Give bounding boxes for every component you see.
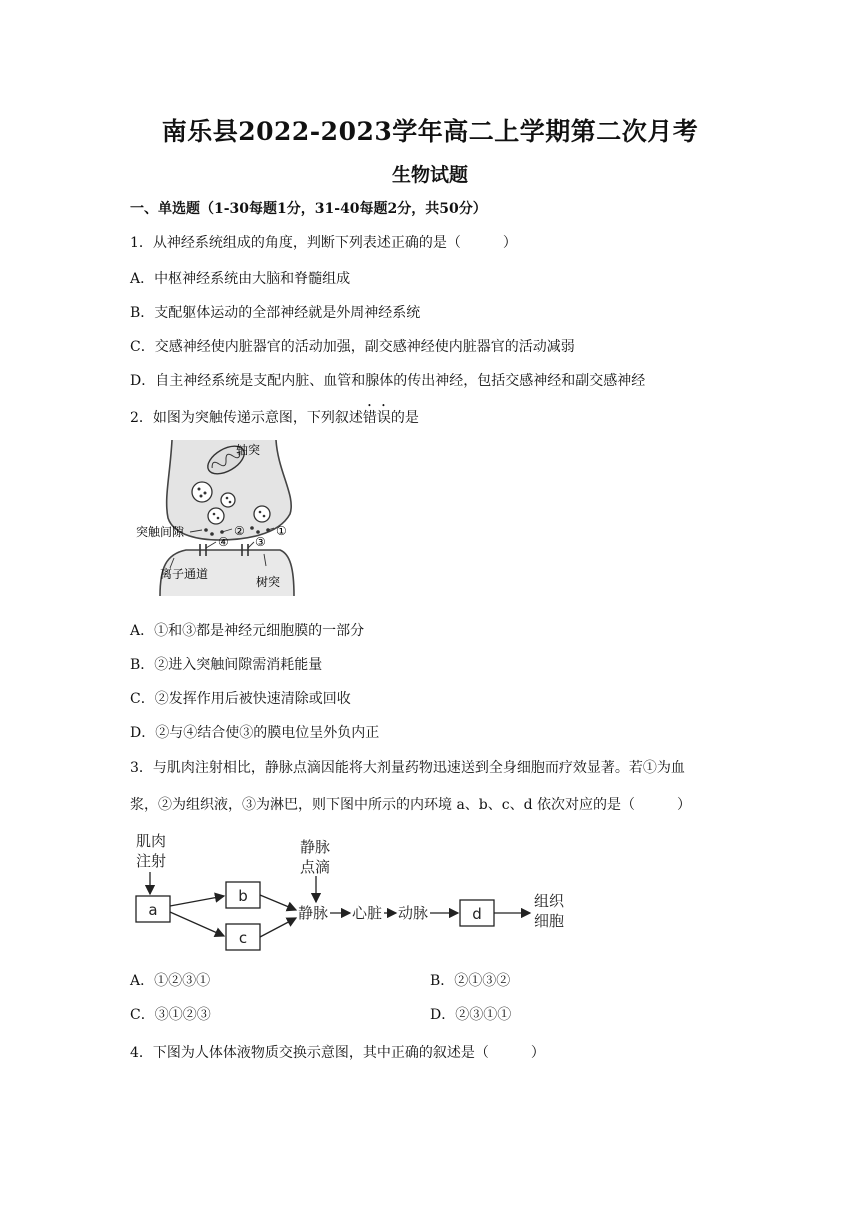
label-ion-channel: 离子通道 [160,567,209,581]
question-1-stem: 1．从神经系统组成的角度，判断下列表述正确的是（ ） [130,235,517,251]
label-tissue-2: 细胞 [534,912,565,930]
box-b-label: b [238,887,248,905]
section-heading: 一、单选题（1-30每题1分，31-40每题2分，共50分） [130,201,487,217]
question-1-option-a: A．中枢神经系统由大脑和脊髓组成 [130,271,351,287]
label-dendrite: 树突 [256,575,281,589]
label-iv-1: 静脉 [300,838,331,856]
question-2-option-d: D．②与④结合使③的膜电位呈外负内正 [130,725,380,741]
label-4: ④ [218,535,229,549]
box-d-label: d [472,905,482,923]
question-2-stem-post: 的是 [390,410,419,426]
question-2-stem-emphasis: 错误 [362,410,391,426]
question-2-option-c: C．②发挥作用后被快速清除或回收 [130,691,351,707]
question-1-option-d: D．自主神经系统是支配内脏、血管和腺体的传出神经，包括交感神经和副交感神经 [130,373,646,389]
question-3-option-d: D．②③①① [430,1007,512,1023]
exam-title: 南乐县2022-2023学年高二上学期第二次月考 [161,117,699,146]
question-3-option-a: A．①②③① [130,973,211,989]
box-c-label: c [238,929,248,947]
question-4-stem: 4．下图为人体体液物质交换示意图，其中正确的叙述是（ ） [130,1045,545,1061]
drug-pathway-diagram [130,828,580,958]
question-1-option-c: C．交感神经使内脏器官的活动加强，副交感神经使内脏器官的活动减弱 [130,339,575,355]
label-tissue-1: 组织 [534,892,565,910]
question-2-option-a: A．①和③都是神经元细胞膜的一部分 [130,623,365,639]
label-cleft: 突触间隙 [136,525,185,539]
label-2: ② [234,524,245,538]
question-3-option-c: C．③①②③ [130,1007,211,1023]
question-3-stem-line-2: 浆，②为组织液，③为淋巴，则下图中所示的内环境 a、b、c、d 依次对应的是（ ） [130,797,692,813]
question-1-option-b: B．支配躯体运动的全部神经就是外周神经系统 [130,305,421,321]
label-3: ③ [255,535,266,549]
label-heart: 心脏 [352,904,383,922]
label-artery: 动脉 [398,904,429,922]
label-vein: 静脉 [298,904,329,922]
label-iv-2: 点滴 [300,858,331,876]
label-axon: 轴突 [236,443,261,457]
synapse-diagram [130,436,310,596]
question-3-stem-line-1: 3．与肌肉注射相比，静脉点滴因能将大剂量药物迅速送到全身细胞而疗效显著。若①为血 [130,760,685,776]
label-im-2: 注射 [136,852,167,870]
label-1: ① [276,524,287,538]
question-2-stem-pre: 2．如图为突触传递示意图，下列叙述 [130,410,363,426]
question-2-option-b: B．②进入突触间隙需消耗能量 [130,657,323,673]
label-im-1: 肌肉 [136,832,167,850]
exam-subtitle: 生物试题 [391,164,468,186]
question-2-stem [130,402,419,427]
box-a-label: a [148,901,158,919]
question-3-option-b: B．②①③② [430,973,511,989]
